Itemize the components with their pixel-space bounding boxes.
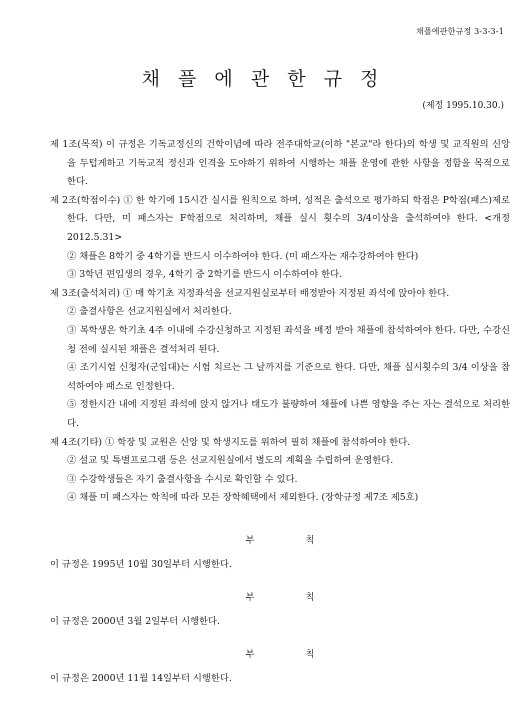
article-2-item-3: ③ 3학년 편입생의 경우, 4학기 중 2학기를 반드시 이수하여야 한다. [67, 269, 343, 281]
article-3-item-3: ③ 복학생은 학기초 4주 이내에 수강신청하고 지정된 좌석을 배정 받아 채플에 참석하여야 한다. 다만, 수강신청 전에 실시된 채플은 결석처리 된다. [67, 324, 510, 355]
addendum-text: 이 규정은 2000년 11월 14일부터 시행한다. [50, 673, 232, 684]
addendum-heading: 부 칙 [245, 535, 339, 546]
enactment-date: (제정 1995.10.30.) [422, 101, 504, 111]
addendum-3 [50, 646, 510, 684]
article-2-item-2: ② 채플은 8학기 중 4학기를 반드시 이수하여야 한다. (미 패스자는 재수강하여야 한다) [67, 250, 419, 262]
article-3-item-2: ② 출결사항은 선교지원실에서 처리한다. [67, 306, 232, 318]
addendum-text: 이 규정은 2000년 3월 2일부터 시행한다. [50, 616, 220, 627]
article-3-item-1: 제 3조(출석처리) ① 매 학기초 지정좌석을 선교지원실로부터 배정받아 지정된 좌석에 앉아야 한다. [50, 287, 450, 299]
addendum-heading: 부 칙 [245, 592, 339, 603]
article-3-item-5: ⑤ 정한시간 내에 지정된 좌석에 앉지 않거나 태도가 불량하여 채플에 나쁜 영향을 주는 자는 결석으로 처리한다. [67, 399, 510, 429]
addendum-heading: 부 칙 [245, 649, 339, 660]
article-3-item-4: ④ 조기시험 신청자(군입대)는 시험 치르는 그 날까지를 기준으로 한다. 다만, 채플 실시횟수의 3/4 이상을 참석하여야 패스로 인정한다. [67, 362, 510, 392]
page-title: 채 플 에 관 한 규 정 [141, 68, 385, 90]
regulation-body [50, 136, 510, 508]
article-4-item-2: ② 설교 및 특별프로그램 등은 선교지원실에서 별도의 계획을 수립하여 운영한다. [67, 455, 394, 467]
article-1: 제 1조(목적) 이 규정은 기독교정신의 건학이념에 따라 전주대학교(이하 "본교"라 한다)의 학생 및 교직원의 신앙을 두텁게하고 기독교적 정신과 인격을 도야하기 위하여 시행하는 채플 운영에 관한 사항을 정함을 목적으로 한다. [50, 139, 510, 188]
addendum-2 [50, 589, 510, 627]
article-4-item-1: 제 4조(기타) ① 학장 및 교원은 신앙 및 학생지도를 위하여 필히 채플에 참석하여야 한다. [50, 436, 411, 448]
article-2-item-1: 제 2조(학점이수) ① 한 학기에 15시간 실시를 원칙으로 하며, 성적은 출석으로 평가하되 학점은 P학점(패스)제로 한다. 다만, 미 패스자는 F학점으로 처리하며, 채플 실시 횟수의 3/4이상을 출석하여야 한다. <개정 2012.5.31> [50, 194, 510, 243]
addendum-text: 이 규정은 1995년 10월 30일부터 시행한다. [50, 559, 232, 570]
addendum-1 [50, 532, 510, 570]
document-code: 채플에관한규정 3-3-3-1 [415, 27, 504, 36]
article-4-item-4: ④ 채플 미 패스자는 학칙에 따라 모든 장학혜택에서 제외한다. (장학규정 제7조 제5호) [67, 492, 419, 504]
article-4-item-3: ③ 수강학생들은 자기 출결사항을 수시로 확인할 수 있다. [67, 473, 298, 485]
